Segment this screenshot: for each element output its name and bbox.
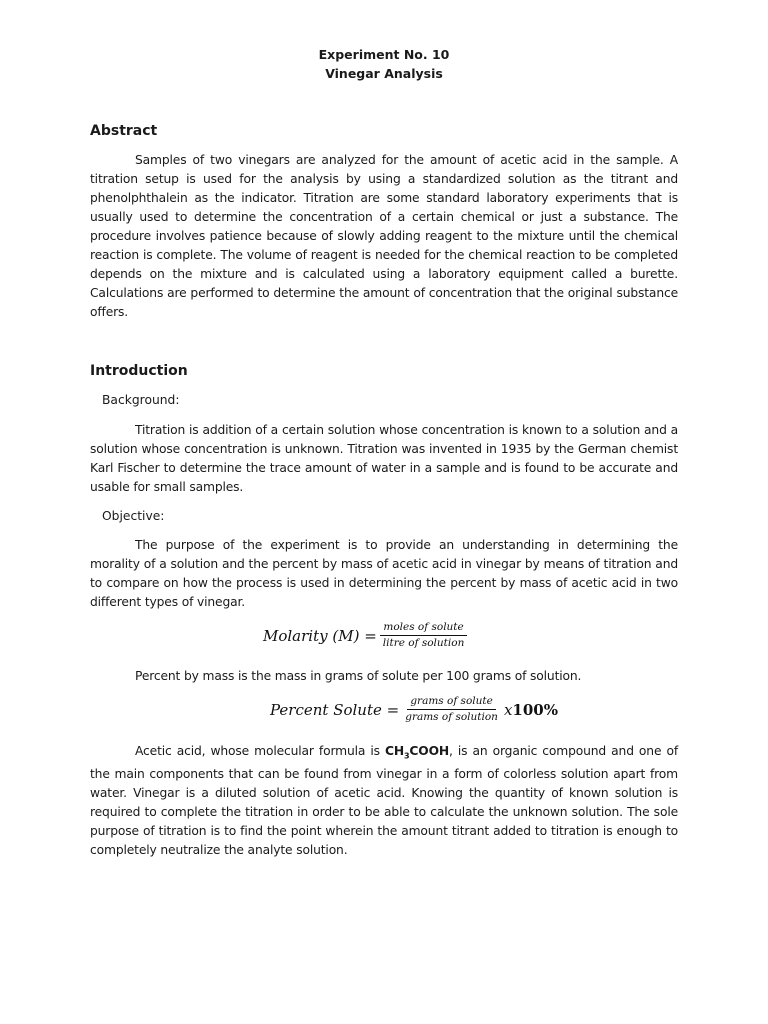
percent-definition: Percent by mass is the mass in grams of solute per 100 grams of solution. xyxy=(135,669,582,683)
experiment-name: Vinegar Analysis xyxy=(325,66,443,81)
acetic-acid-formula: $CH_3COOH$ xyxy=(384,744,450,761)
background-label: Background: xyxy=(102,393,180,407)
molarity-denominator: litre of solution xyxy=(382,637,465,649)
document-title xyxy=(0,45,768,83)
molarity-formula xyxy=(263,620,470,651)
percent-solute-multiplier: x100% xyxy=(503,700,558,719)
molarity-lhs: Molarity (M) = xyxy=(263,626,377,645)
experiment-number: Experiment No. 10 xyxy=(318,47,450,62)
percent-solute-numerator: grams of solute xyxy=(407,694,496,710)
abstract-paragraph: Samples of two vinegars are analyzed for the amount of acetic acid in the sample. A titration setup is used for the analysis by using a standardized solution as the titrant and phenolphthalein as the indicator. Titration are some standard laboratory experiments that is usually used to determine the concentration of a certain chemical or just a substance. The procedure involves patience because of slowly adding reagent to the mixture until the chemical reaction is complete. The volume of reagent is needed for the chemical reaction to be completed depends on the mixture and is calculated using a laboratory equipment called a burette. Calculations are performed to determine the amount of concentration that the original substance offers. xyxy=(90,153,678,319)
introduction-heading: Introduction xyxy=(90,363,188,379)
objective-paragraph: The purpose of the experiment is to provide an understanding in determining the morality of a solution and the percent by mass of acetic acid in vinegar by means of titration and to compare on how the process is used in determining the percent by mass of acetic acid in two different types of vinegar. xyxy=(90,538,678,609)
percent-solute-formula xyxy=(270,694,558,725)
percent-solute-fraction xyxy=(402,694,501,725)
molarity-fraction xyxy=(380,620,468,651)
percent-solute-denominator: grams of solution xyxy=(405,711,498,723)
molarity-numerator: moles of solute xyxy=(380,620,466,636)
objective-label: Objective: xyxy=(102,509,165,523)
percent-solute-lhs: Percent Solute = xyxy=(270,700,400,719)
abstract-heading: Abstract xyxy=(90,123,158,139)
acetic-acid-paragraph: Acetic acid, whose molecular formula is $CH_3COOH$, is an organic compound and one of the main components that can be found from vinegar in a form of colorless solution apart from water. Vinegar is a diluted solution of acetic acid. Knowing the quantity of known solution is required to complete the titration in order to be able to calculate the unknown solution. The sole purpose of titration is to find the point wherein the amount titrant added to titration is enough to completely neutralize the analyte solution. xyxy=(90,744,678,858)
background-paragraph: Titration is addition of a certain solution whose concentration is known to a solution and a solution whose concentration is unknown. Titration was invented in 1935 by the German chemist Karl Fischer to determine the trace amount of water in a sample and is found to be accurate and usable for small samples. xyxy=(90,423,678,494)
